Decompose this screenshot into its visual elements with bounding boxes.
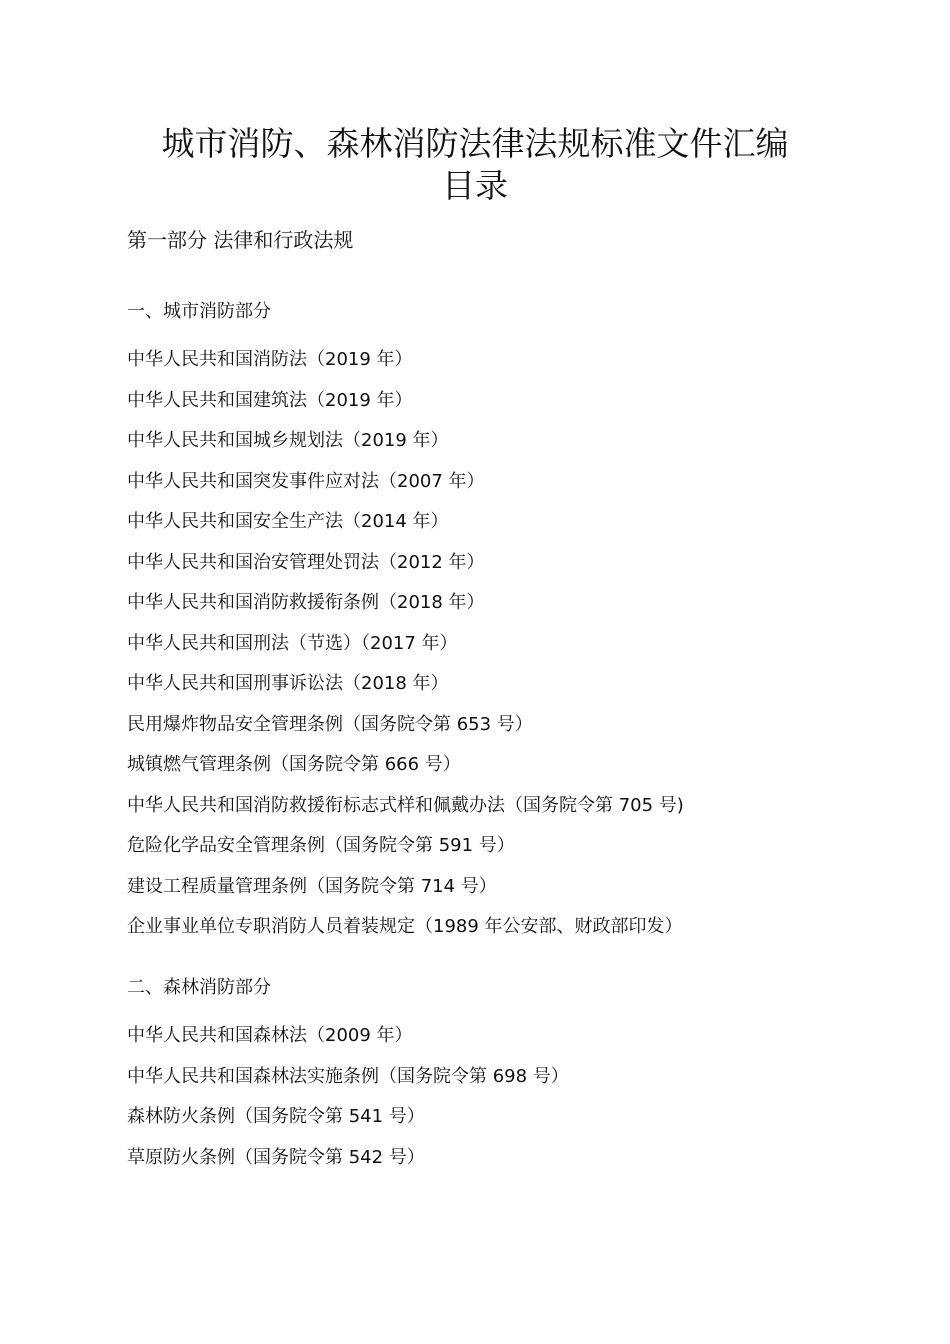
item-list (127, 1022, 887, 1172)
document-title: 城市消防、森林消防法律法规标准文件汇编 (161, 124, 789, 163)
list-item: 民用爆炸物品安全管理条例（国务院令第 653 号） (127, 713, 533, 735)
list-item: 中华人民共和国刑事诉讼法（2018 年） (127, 673, 449, 694)
document-subtitle: 目录 (442, 166, 508, 205)
list-item: 中华人民共和国森林法（2009 年） (127, 1025, 413, 1046)
item-list (127, 346, 887, 941)
list-item: 森林防火条例（国务院令第 541 号） (127, 1106, 425, 1127)
list-item: 中华人民共和国建筑法（2019 年） (127, 389, 413, 411)
section-heading: 一、城市消防部分 (127, 301, 271, 322)
list-item: 中华人民共和国突发事件应对法（2007 年） (127, 470, 485, 492)
list-item: 中华人民共和国安全生产法（2014 年） (127, 511, 449, 532)
list-item: 中华人民共和国消防救援衔标志式样和佩戴办法（国务院令第 705 号) (127, 794, 684, 816)
list-item: 中华人民共和国消防救援衔条例（2018 年） (127, 592, 485, 613)
section-forest-fire (127, 974, 887, 1184)
part-heading: 第一部分 法律和行政法规 (127, 228, 354, 252)
list-item: 城镇燃气管理条例（国务院令第 666 号） (127, 754, 461, 775)
list-item: 危险化学品安全管理条例（国务院令第 591 号） (127, 835, 515, 856)
section-urban-fire (127, 298, 887, 954)
list-item: 中华人民共和国消防法（2019 年） (127, 349, 413, 370)
section-heading: 二、森林消防部分 (127, 977, 271, 998)
list-item: 中华人民共和国城乡规划法（2019 年） (127, 430, 449, 451)
list-item: 草原防火条例（国务院令第 542 号） (127, 1146, 425, 1168)
list-item: 企业事业单位专职消防人员着装规定（1989 年公安部、财政部印发） (127, 916, 683, 937)
list-item: 中华人民共和国治安管理处罚法（2012 年） (127, 551, 485, 573)
list-item: 中华人民共和国刑法（节选）（2017 年） (127, 632, 458, 654)
list-item: 建设工程质量管理条例（国务院令第 714 号） (127, 875, 497, 897)
list-item: 中华人民共和国森林法实施条例（国务院令第 698 号） (127, 1065, 569, 1087)
